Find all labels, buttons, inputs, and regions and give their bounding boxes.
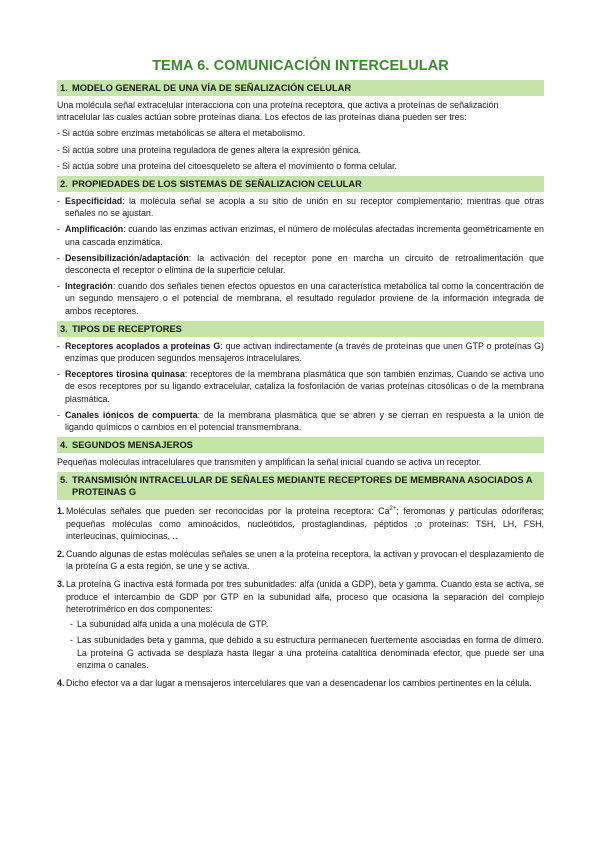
section-1-intro: Una molécula señal extracelular interacciona con una proteína receptora, que activa a proteínas de señalización intracelular las cuales actúan sobre proteínas diana. Los efectos de las proteínas diana pueden ser tres: <box>57 100 499 123</box>
section-title: TIPOS DE RECEPTORES <box>72 323 182 334</box>
section-number: 3. <box>60 323 68 334</box>
list-item: - Integración: cuando dos señales tienen efectos opuestos en una característica metabólica tal como la concentración de un segundo mensajero o el potencial de membrana, el resultado regulador proviene de la información integrada de ambos receptores. <box>57 281 544 316</box>
list-item: - Receptores tirosina quinasa: receptores de la membrana plasmática que son también enzimas. Cuando se activa uno de esos receptores por su ligando extracelular, cataliza la fosforilación de varias proteínas citosólicas o de la membrana plasmática. <box>57 369 544 404</box>
list-item: - Especificidad: la molécula señal se acopla a su sitio de unión en su receptor complementario; mientras que otras señales no se ajustan. <box>57 196 544 219</box>
term: Especificidad <box>65 196 123 207</box>
list-item: - Desensibilización/adaptación: la activación del receptor pone en marcha un circuito de retroalimentación que desconecta el receptor o elimina de la superficie celular. <box>57 252 544 276</box>
section-heading-1 <box>57 80 544 96</box>
document-page <box>57 58 544 695</box>
section-number: 2. <box>60 179 68 190</box>
section-4-text: Pequeñas moléculas intracelulares que transmiten y amplifican la señal inicial cuando se activa un receptor. <box>57 457 482 468</box>
section-number: 5. <box>60 475 68 486</box>
section-5-list <box>57 505 544 689</box>
section-number: 1. <box>60 83 68 93</box>
term: Amplificación <box>65 224 124 235</box>
list-item: - Si actúa sobre una proteína reguladora de genes altera la expresión génica. <box>57 144 361 155</box>
section-heading-3 <box>57 321 544 337</box>
numbered-item: 4. Dicho efector va a dar lugar a mensajeros intercelulares que van a desencadenar los cambios pertinentes en la célula. <box>57 677 532 688</box>
term: Receptores tirosina quinasa <box>65 369 185 380</box>
sub-list-item: - La subunidad alfa unida a una molécula de GTP. <box>70 619 269 630</box>
term: Integración <box>65 281 113 292</box>
list-item: - Amplificación: cuando las enzimas activan enzimas, el número de moléculas afectadas incrementa geométricamente en una cascada enzimática. <box>57 224 544 247</box>
section-title: SEGUNDOS MENSAJEROS <box>72 440 193 451</box>
section-2-list <box>57 195 544 317</box>
list-item: - Canales iónicos de compuerta: de la membrana plasmática que se abren y se cierran en respuesta a la unión de ligando químicos o cambios en el potencial transmembrana. <box>57 409 544 433</box>
section-title: MODELO GENERAL DE UNA VÍA DE SEÑALIZACIÓN CELULAR <box>72 83 352 93</box>
section-heading-2 <box>57 176 544 192</box>
numbered-item: 3. La proteína G inactiva está formada por tres subunidades: alfa (unida a GDP), beta y gamma. Cuando esta se activa, se produce el intercambio de GDP por GTP en la subunidad alfa, proceso que ocasiona la separación del complejo heterotrimérico en dos componentes: - La subunidad alfa unida a una molécula de GTP. - Las subunidades beta y gamma, que debido a su estructura permanecen fuertemente asociadas en forma de dímero. La proteína G activada se desplaza hasta llegar a una proteína catalítica denominada efector, que puede ser una enzima o canales. <box>57 579 544 670</box>
document-title: TEMA 6. COMUNICACIÓN INTERCELULAR <box>152 58 449 74</box>
numbered-item: 1. Moléculas señales que pueden ser reconocidas por la proteína receptora: $Ca^{2+}$; feromonas y partículas odoríferas; pequeñas moléculas como aminoácidos, nucleótidos, prostaglandinas, péptidos ;o proteínas: TSH, LH, FSH, interleucinas, quimiocinas, .. <box>57 506 544 541</box>
term: Desensibilización/adaptación <box>65 252 189 263</box>
sub-list <box>66 618 544 671</box>
section-number: 4. <box>60 440 68 451</box>
section-title: PROPIEDADES DE LOS SISTEMAS DE SEÑALIZACION CELULAR <box>72 179 362 190</box>
section-heading-5 <box>57 472 544 500</box>
term: Receptores acoplados a proteínas G <box>65 340 221 351</box>
section-1-list <box>57 127 544 172</box>
section-3-list <box>57 340 544 433</box>
section-heading-4 <box>57 437 544 453</box>
term: Canales iónicos de compuerta <box>65 409 198 420</box>
section-title: TRANSMISIÓN INTRACELULAR DE SEÑALES MEDIANTE RECEPTORES DE MEMBRANA ASOCIADOS A PROTEINAS G <box>72 475 533 498</box>
list-item: - Receptores acoplados a proteínas G: que activan indirectamente (a través de proteínas que unen GTP o proteínas G) enzimas que producen segundos mensajeros intracelulares. <box>57 340 545 364</box>
sub-list-item: - Las subunidades beta y gamma, que debido a su estructura permanecen fuertemente asociadas en forma de dímero. La proteína G activada se desplaza hasta llegar a una proteína catalítica denominada efector, que puede ser una enzima o canales. <box>70 635 544 670</box>
list-item: - Si actúa sobre una proteína del citoesqueleto se altera el movimiento o forma celular. <box>57 160 397 171</box>
numbered-item: 2. Cuando algunas de estas moléculas señales se unen a la proteína receptora, la activan y provocan el desplazamiento de la proteína G a esta región, se une y se activa. <box>57 549 544 572</box>
list-item: - Si actúa sobre enzimas metabólicas se altera el metabolismo. <box>57 128 306 139</box>
